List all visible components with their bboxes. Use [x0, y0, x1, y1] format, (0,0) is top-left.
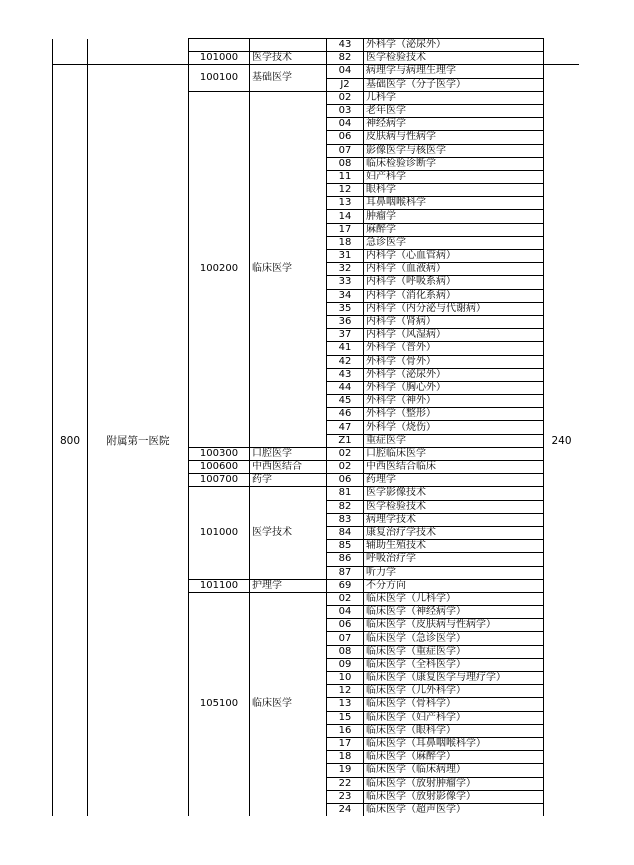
direction-name-cell: 肿瘤学: [364, 210, 544, 223]
direction-code-cell: 82: [327, 52, 364, 65]
direction-code-cell: 87: [327, 566, 364, 579]
table-row: [53, 39, 580, 52]
direction-code-cell: 42: [327, 355, 364, 368]
prev-major-name-cell: [250, 39, 327, 52]
direction-code-cell: 02: [327, 461, 364, 474]
direction-code-cell: 07: [327, 144, 364, 157]
direction-code-cell: 04: [327, 118, 364, 131]
direction-name-cell: 临床医学（皮肤病与性病学）: [364, 619, 544, 632]
major-code-cell: 101000: [189, 487, 250, 579]
direction-code-cell: 43: [327, 368, 364, 381]
prev-quota-cell: [544, 39, 580, 52]
direction-code-cell: 36: [327, 315, 364, 328]
direction-name-cell: 内科学（血液病）: [364, 263, 544, 276]
direction-name-cell: 妇产科学: [364, 170, 544, 183]
direction-code-cell: 08: [327, 645, 364, 658]
direction-code-cell: 02: [327, 592, 364, 605]
direction-name-cell: 药理学: [364, 474, 544, 487]
direction-code-cell: 11: [327, 170, 364, 183]
direction-name-cell: 皮肤病与性病学: [364, 131, 544, 144]
major-name-cell: 医学技术: [250, 487, 327, 579]
direction-name-cell: 临床医学（骨科学）: [364, 698, 544, 711]
direction-code-cell: 12: [327, 685, 364, 698]
direction-name-cell: 重症医学: [364, 434, 544, 447]
direction-name-cell: 临床医学（妇产科学）: [364, 711, 544, 724]
major-code-cell: 100300: [189, 447, 250, 460]
major-code-cell: 105100: [189, 592, 250, 816]
direction-code-cell: 46: [327, 408, 364, 421]
direction-name-cell: 呼吸治疗学: [364, 553, 544, 566]
direction-name-cell: 内科学（肾病）: [364, 315, 544, 328]
direction-name-cell: 外科学（普外）: [364, 342, 544, 355]
direction-name-cell: 临床医学（放射影像学）: [364, 790, 544, 803]
direction-name-cell: 临床医学（临床病理）: [364, 764, 544, 777]
direction-code-cell: 15: [327, 711, 364, 724]
direction-name-cell: 外科学（神外）: [364, 395, 544, 408]
major-name-cell: 护理学: [250, 579, 327, 592]
direction-name-cell: 医学影像技术: [364, 487, 544, 500]
direction-name-cell: 外科学（整形）: [364, 408, 544, 421]
direction-name-cell: 外科学（胸心外）: [364, 381, 544, 394]
direction-code-cell: 18: [327, 751, 364, 764]
direction-name-cell: 临床医学（儿科学）: [364, 592, 544, 605]
direction-code-cell: 03: [327, 104, 364, 117]
direction-name-cell: 外科学（骨外）: [364, 355, 544, 368]
major-code-cell: 100700: [189, 474, 250, 487]
direction-code-cell: 08: [327, 157, 364, 170]
direction-code-cell: 43: [327, 39, 364, 52]
direction-name-cell: 病理学技术: [364, 513, 544, 526]
direction-name-cell: 中西医结合临床: [364, 461, 544, 474]
direction-code-cell: 31: [327, 250, 364, 263]
prev-major-code-cell: [189, 39, 250, 52]
direction-name-cell: 内科学（心血管病）: [364, 250, 544, 263]
direction-name-cell: 外科学（泌尿外）: [364, 368, 544, 381]
catalog-body: [53, 39, 580, 817]
direction-code-cell: 82: [327, 500, 364, 513]
direction-code-cell: 06: [327, 619, 364, 632]
major-code-cell: 100600: [189, 461, 250, 474]
prev-school-code-cell: [53, 52, 88, 65]
major-code-cell: 101100: [189, 579, 250, 592]
direction-name-cell: 临床医学（重症医学）: [364, 645, 544, 658]
direction-code-cell: 45: [327, 395, 364, 408]
direction-name-cell: 听力学: [364, 566, 544, 579]
direction-code-cell: 83: [327, 513, 364, 526]
major-code-cell: 100200: [189, 91, 250, 447]
major-name-cell: 药学: [250, 474, 327, 487]
direction-name-cell: 眼科学: [364, 184, 544, 197]
direction-name-cell: 外科学（烧伤）: [364, 421, 544, 434]
direction-code-cell: 14: [327, 210, 364, 223]
direction-code-cell: 07: [327, 632, 364, 645]
direction-name-cell: 病理学与病理生理学: [364, 65, 544, 78]
direction-code-cell: 44: [327, 381, 364, 394]
direction-name-cell: 老年医学: [364, 104, 544, 117]
direction-code-cell: 04: [327, 65, 364, 78]
admission-catalog-sheet: [52, 38, 579, 816]
major-name-cell: 医学技术: [250, 52, 327, 65]
major-code-cell: 100100: [189, 65, 250, 91]
direction-code-cell: 06: [327, 131, 364, 144]
direction-name-cell: 临床检验诊断学: [364, 157, 544, 170]
direction-code-cell: J2: [327, 78, 364, 91]
direction-name-cell: 临床医学（超声医学）: [364, 803, 544, 816]
direction-code-cell: 81: [327, 487, 364, 500]
prev-school-name-cell: [88, 52, 189, 65]
direction-name-cell: 耳鼻咽喉科学: [364, 197, 544, 210]
direction-name-cell: 临床医学（眼科学）: [364, 724, 544, 737]
direction-code-cell: 23: [327, 790, 364, 803]
direction-name-cell: 基础医学（分子医学）: [364, 78, 544, 91]
direction-code-cell: 41: [327, 342, 364, 355]
direction-name-cell: 不分方向: [364, 579, 544, 592]
direction-code-cell: 18: [327, 236, 364, 249]
direction-code-cell: 10: [327, 672, 364, 685]
prev-school-name-cell: [88, 39, 189, 52]
school-code-cell: 800: [53, 65, 88, 816]
direction-name-cell: 临床医学（儿外科学）: [364, 685, 544, 698]
direction-code-cell: 17: [327, 223, 364, 236]
direction-code-cell: 69: [327, 579, 364, 592]
direction-name-cell: 内科学（呼吸系病）: [364, 276, 544, 289]
direction-code-cell: 33: [327, 276, 364, 289]
direction-code-cell: 37: [327, 329, 364, 342]
direction-name-cell: 临床医学（康复医学与理疗学）: [364, 672, 544, 685]
direction-code-cell: 85: [327, 540, 364, 553]
table-row: [53, 65, 580, 78]
direction-code-cell: 02: [327, 447, 364, 460]
direction-name-cell: 临床医学（麻醉学）: [364, 751, 544, 764]
direction-code-cell: 32: [327, 263, 364, 276]
major-code-cell: 101000: [189, 52, 250, 65]
direction-code-cell: 16: [327, 724, 364, 737]
direction-code-cell: 17: [327, 737, 364, 750]
direction-code-cell: 86: [327, 553, 364, 566]
direction-code-cell: 22: [327, 777, 364, 790]
direction-name-cell: 康复治疗学技术: [364, 526, 544, 539]
major-name-cell: 基础医学: [250, 65, 327, 91]
direction-code-cell: Z1: [327, 434, 364, 447]
prev-school-code-cell: [53, 39, 88, 52]
quota-cell: 240: [544, 65, 580, 816]
direction-code-cell: 04: [327, 606, 364, 619]
direction-code-cell: 47: [327, 421, 364, 434]
direction-code-cell: 09: [327, 658, 364, 671]
prev-quota-cell: [544, 52, 580, 65]
direction-name-cell: 临床医学（急诊医学）: [364, 632, 544, 645]
direction-name-cell: 医学检验技术: [364, 52, 544, 65]
direction-code-cell: 24: [327, 803, 364, 816]
direction-name-cell: 临床医学（神经病学）: [364, 606, 544, 619]
direction-code-cell: 13: [327, 698, 364, 711]
direction-code-cell: 35: [327, 302, 364, 315]
direction-name-cell: 临床医学（耳鼻咽喉科学）: [364, 737, 544, 750]
direction-name-cell: 辅助生殖技术: [364, 540, 544, 553]
major-name-cell: 临床医学: [250, 91, 327, 447]
direction-name-cell: 内科学（内分泌与代谢病）: [364, 302, 544, 315]
direction-name-cell: 医学检验技术: [364, 500, 544, 513]
major-catalog-table: [52, 38, 579, 816]
major-name-cell: 中西医结合: [250, 461, 327, 474]
direction-name-cell: 临床医学（全科医学）: [364, 658, 544, 671]
direction-name-cell: 内科学（风湿病）: [364, 329, 544, 342]
school-name-cell: 附属第一医院: [88, 65, 189, 816]
major-name-cell: 口腔医学: [250, 447, 327, 460]
direction-name-cell: 临床医学（放射肿瘤学）: [364, 777, 544, 790]
major-name-cell: 临床医学: [250, 592, 327, 816]
direction-name-cell: 影像医学与核医学: [364, 144, 544, 157]
direction-code-cell: 19: [327, 764, 364, 777]
direction-name-cell: 儿科学: [364, 91, 544, 104]
direction-code-cell: 02: [327, 91, 364, 104]
direction-code-cell: 84: [327, 526, 364, 539]
direction-code-cell: 13: [327, 197, 364, 210]
table-row: [53, 52, 580, 65]
direction-code-cell: 12: [327, 184, 364, 197]
direction-code-cell: 34: [327, 289, 364, 302]
direction-name-cell: 外科学（泌尿外）: [364, 39, 544, 52]
direction-name-cell: 麻醉学: [364, 223, 544, 236]
direction-name-cell: 内科学（消化系病）: [364, 289, 544, 302]
direction-name-cell: 神经病学: [364, 118, 544, 131]
direction-code-cell: 06: [327, 474, 364, 487]
direction-name-cell: 口腔临床医学: [364, 447, 544, 460]
direction-name-cell: 急诊医学: [364, 236, 544, 249]
